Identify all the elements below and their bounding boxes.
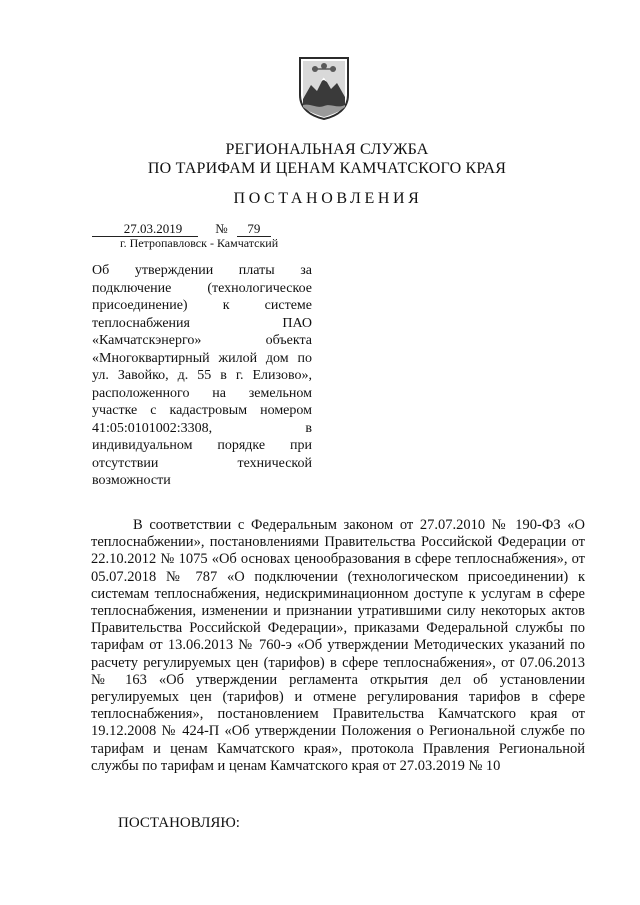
document-body xyxy=(91,517,585,775)
kamchatka-coat-of-arms-icon xyxy=(297,55,351,121)
document-date: 27.03.2019 xyxy=(92,221,198,237)
resolution-heading: ПОСТАНОВЛЯЮ: xyxy=(118,815,240,831)
document-type-title: ПОСТАНОВЛЕНИЯ xyxy=(233,190,423,207)
org-name-line2: ПО ТАРИФАМ И ЦЕНАМ КАМЧАТСКОГО КРАЯ xyxy=(147,160,507,177)
body-paragraph: В соответствии с Федеральным законом от 27.07.2010 № 190-ФЗ «О теплоснабжении», постановлениями Правительства Российской Федерации от 22.10.2012 № 1075 «Об основах ценообразования в сфере теплоснабжения», от 05.07.2018 № 787 «О подключении (технологическом присоединении) к системам теплоснабжения, недискриминационном доступе к услугам в сфере теплоснабжения, изменении и признании утратившими силу некоторых актов Правительства Российской Федерации», приказами Федеральной службы по тарифам от 13.06.2013 № 760-э «Об утверждении Методических указаний по расчету регулируемых цен (тарифов) в сфере теплоснабжения», от 07.06.2013 № 163 «Об утверждении регламента открытия дел об установлении регулируемых цен (тарифов) и отмене регулирования тарифов в сфере теплоснабжения», постановлением Правительства Камчатского края от 19.12.2008 № 424-П «Об утверждении Положения о Региональной службе по тарифам и ценам Камчатского края», протокола Правления Региональной службы по тарифам и ценам Камчатского края от 27.03.2019 № 10 xyxy=(91,517,585,774)
org-name-line1: РЕГИОНАЛЬНАЯ СЛУЖБА xyxy=(225,141,429,158)
document-city: г. Петропавловск - Камчатский xyxy=(120,236,279,250)
document-number: 79 xyxy=(237,221,271,237)
number-label: № xyxy=(215,221,228,236)
document-meta xyxy=(92,221,271,237)
document-subject: Об утверждении платы за подключение (технологическое присоединение) к системе теплоснабжения ПАО «Камчатскэнерго» объекта «Многоквартирный жилой дом по ул. Завойко, д. 55 в г. Елизово», расположенного на земельном участке с кадастровым номером 41:05:0101002:3308, в индивидуальном порядке при отсутствии технической возможности xyxy=(92,263,312,488)
